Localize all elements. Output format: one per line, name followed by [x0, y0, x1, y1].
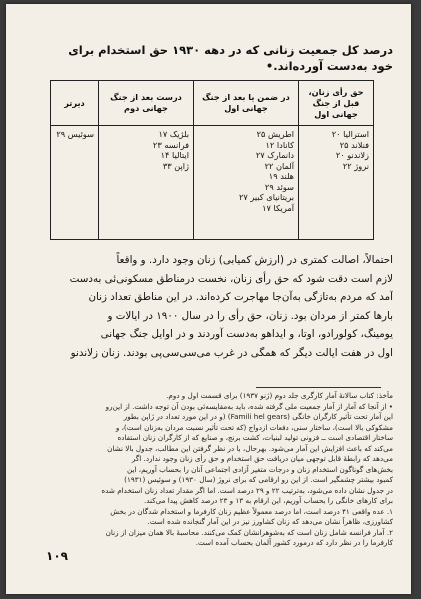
footnote-line: ساختار اقتصادی است ــ فزونی تولید لبنیات، کشت برنج، و صنایع که از کارگران زنان استفاده	[117, 433, 393, 442]
footnotes	[60, 391, 393, 549]
table-entry: هلند ۱۹	[268, 171, 294, 181]
footnote-line: مشکوکی بالا است)، ساختار سنی، دفعات ازدواج (که تحت تأثیر نسبت مردان به‌زنان است)، و	[115, 422, 393, 432]
book-page	[6, 4, 411, 594]
table-entry: کانادا ۱۲	[265, 139, 294, 150]
table-entry: سوئد ۲۹	[264, 181, 294, 192]
footnote-line: بخش‌های گوناگون استخدام زنان و درجات متغیر آزادی اجتماعی آنان را بحساب آوریم، این	[127, 464, 393, 474]
footnote-line: این آمار تحت تأثیر کارگران خانگی (Famili hel gears) (و در این مورد تعداد در ژاپن بطور	[123, 412, 393, 421]
table-entry: آمریکا ۱۷	[262, 202, 294, 213]
footnote-line: می‌دهد که رابطهٔ قابل توجهی میان دریافت حق استخدام و حق رأی زنان وجود ندارد. اگر	[131, 454, 393, 463]
footnote-line: کمبود بیشتر چشمگیر است. از این رو ارقامی که برای نروژ (سال ۱۹۳۰) و سوئیس (۱۹۳۱)	[124, 475, 393, 484]
paragraph-line: یومینگ، کولورادو، اوتا، و ایداهو به‌دست آوردند و در اوایل جنگ جهانی	[100, 328, 393, 341]
table-entry: ژاپن ۳۳	[162, 160, 189, 171]
body-paragraph	[60, 251, 393, 363]
table-entry: بریتانیای کبیر ۲۷	[238, 192, 294, 202]
table-entry: بلژیک ۱۷	[158, 129, 189, 139]
footnote-line: • از آنجا که آمار از آمار جمعیت ملی گرفته شده، باید به‌مقایسه‌ئی بودن آن توجه داشت. از این‌رو	[105, 401, 393, 411]
table-entry: سوئیس ۲۹	[56, 129, 94, 139]
table-cell-after-ww2	[99, 126, 194, 240]
footnote-line: کارفرما را در نظر دارد که درمورد کشور آلمان بحساب آمده است.	[195, 538, 393, 547]
footnote-line: کشاورزی، ظاهراً نشان می‌دهد که زنان کشاورز نیز در این آمار گنجانده شده است.	[147, 517, 393, 526]
paragraph-line: لازم است دقت شود که حق رأی زنان، نخست درمناطق مسکونی‌ئی به‌دست	[69, 272, 393, 285]
page-number: ۱۰۹	[46, 549, 68, 563]
footnote-line: ۱. عده واقعی ۴۱ درصد است، اما درصد معمولاً عظیم زنان کارفرما و استخدام شدگان در بخش	[110, 506, 393, 516]
table-entry: فنلاند ۲۵	[339, 139, 369, 150]
paragraph-line: بارها کمتر از مردان بود. زنان، حق رأی را در سال ۱۹۰۰ در ایالات و	[107, 309, 393, 322]
table-entry: ایتالیا ۱۴	[160, 150, 189, 160]
table-cell-during-ww1	[194, 126, 299, 240]
table-entry: استرالیا ۲۰	[331, 129, 369, 139]
table-header-cell: دیرتر	[51, 81, 99, 126]
table-entry: نروژ ۲۲	[342, 160, 369, 171]
footnote-line: برای کارهای خانگی را بحساب آوریم، این ارقام به ۱۳ و ۲۳ درصد کاهش پیدا می‌کند.	[143, 496, 393, 505]
table-header-cell: درست بعد از جنگ جهانی دوم	[99, 81, 194, 126]
table-row	[51, 126, 374, 240]
table-entry: زلاندنو ۲۰	[335, 150, 369, 160]
page-title: درصد کل جمعیت زنانی که در دهه ۱۹۳۰ حق استخدام برای خود به‌دست آورده‌اند.•	[68, 43, 393, 73]
table-header-cell: در ضمن یا بعد از جنگ جهانی اول	[194, 81, 299, 126]
footnote-divider	[256, 387, 381, 388]
paragraph-line: اول در هفت ایالت دیگر که همگی در غرب می‌سی‌سی‌پی بودند. زنان زلاندنو	[70, 346, 393, 359]
table-header-row	[51, 81, 374, 126]
suffrage-table	[50, 80, 374, 240]
footnote-line: در جدول نشان داده می‌شود، به‌ترتیب ۲۲ و ۲۹ درصد است. اما اگر مقدار تعداد زنان استخدام شده	[101, 485, 393, 495]
table-header-cell: حق رأی زنان، قبل از جنگ جهانی اول	[299, 81, 374, 126]
paragraph-line: احتمالاً، اصالت کمتری در (ارزش کمیابی) زنان وجود دارد. و واقعاً	[116, 254, 393, 266]
paragraph-line: آمد که مردم به‌تازگی به‌آن‌جا مهاجرت کرده‌اند. در این مناطق تعداد زنان	[88, 291, 393, 304]
table-entry: اطریش ۲۵	[256, 129, 294, 139]
table-cell-later	[51, 126, 99, 240]
table-entry: آلمان ۲۲	[264, 160, 294, 171]
table-entry: دانمارک ۲۷	[255, 150, 294, 160]
footnote-line: ۲. آمار فرانسه شامل زنان است که به‌شوهرانشان کمک می‌کنند. محاسبهٔ بالا همان میزان از زنان	[105, 527, 393, 537]
footnote-line: می‌کند که باعث افزایش این آمار می‌شود. بهرحال، با در نظر گرفتن این مطالب، جدول بالا نشان	[107, 443, 393, 453]
footnote-line: مأخذ: کتاب سالانهٔ آمار کارگری جلد دوم (ژنو ۱۹۳۷) برای قسمت اول و دوم.	[166, 391, 393, 400]
table-cell-before-ww1	[299, 126, 374, 240]
table-entry: فرانسه ۲۳	[152, 139, 189, 150]
